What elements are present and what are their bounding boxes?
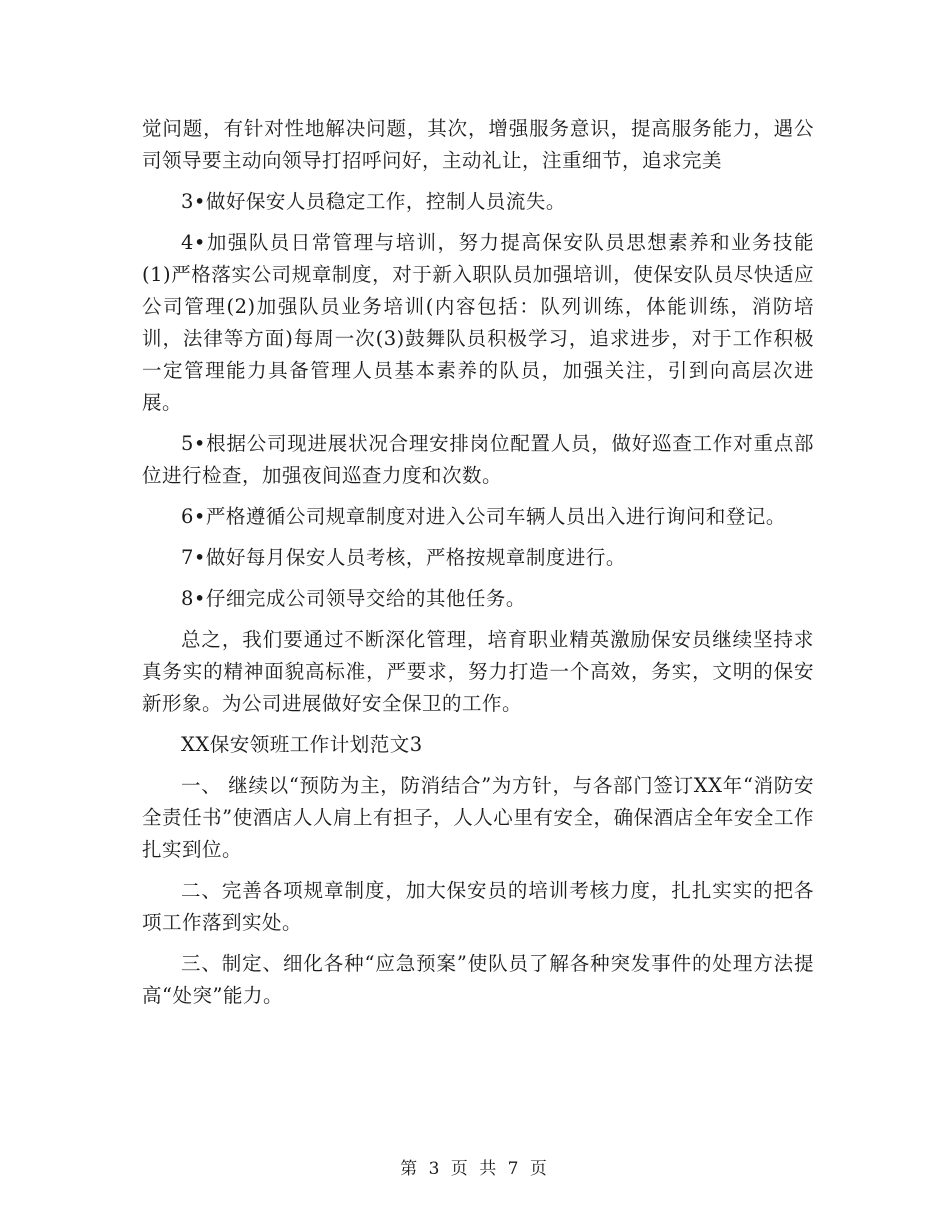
paragraph-summary: 总之，我们要通过不断深化管理，培育职业精英激励保安员继续坚持求真务实的精神面貌高标准，严要求，努力打造一个高效，务实，文明的保安新形象。为公司进展做好安全保卫的工作。 — [142, 628, 814, 715]
paragraph-item-4: 4•加强队员日常管理与培训，努力提高保安队员思想素养和业务技能(1)严格落实公司规章制度，对于新入职队员加强培训，使保安队员尽快适应公司管理(2)加强队员业务培训(内容包括：队列训练，体能训练，消防培训，法律等方面)每周一次(3)鼓舞队员积极学习，追求进步，对于工作积极一定管理能力具备管理人员基本素养的队员，加强关注，引到向高层次进展。 — [142, 231, 814, 414]
section-heading: XX保安领班工作计划范文3 — [181, 733, 423, 756]
paragraph-item-8: 8•仔细完成公司领导交给的其他任务。 — [181, 587, 526, 610]
paragraph-point-1: 一、 继续以“预防为主，防消结合”为方针，与各部门签订XX年“消防安全责任书”使酒店人人肩上有担子，人人心里有安全，确保酒店全年安全工作扎实到位。 — [142, 774, 814, 861]
paragraph-continuation: 觉问题，有针对性地解决问题，其次，增强服务意识，提高服务能力，遇公司领导要主动向领导打招呼问好，主动礼让，注重细节，追求完美 — [142, 117, 814, 172]
paragraph-item-3: 3•做好保安人员稳定工作，控制人员流失。 — [181, 190, 566, 213]
paragraph-item-6: 6•严格遵循公司规章制度对进入公司车辆人员出入进行询问和登记。 — [181, 505, 786, 528]
paragraph-item-5: 5•根据公司现进展状况合理安排岗位配置人员，做好巡查工作对重点部位进行检查，加强夜间巡查力度和次数。 — [142, 432, 814, 487]
paragraph-point-3: 三、制定、细化各种“应急预案”使队员了解各种突发事件的处理方法提高“处突”能力。 — [142, 952, 814, 1007]
page-footer: 第 3 页 共 7 页 — [400, 1159, 550, 1179]
document-body — [142, 113, 814, 1021]
paragraph-item-7: 7•做好每月保安人员考核，严格按规章制度进行。 — [181, 546, 626, 569]
paragraph-point-2: 二、完善各项规章制度，加大保安员的培训考核力度，扎扎实实的把各项工作落到实处。 — [142, 879, 814, 934]
